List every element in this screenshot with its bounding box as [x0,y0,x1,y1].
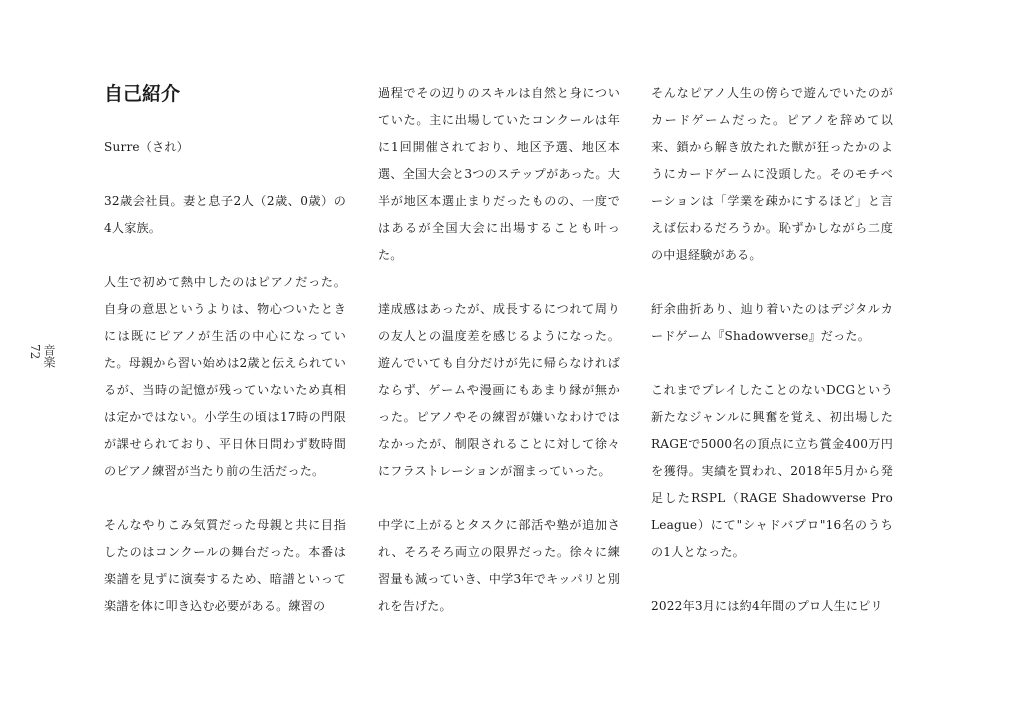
paragraph: 中学に上がるとタスクに部活や塾が追加され、そろそろ両立の限界だった。徐々に練習量も減っていき、中学3年でキッパリと別れを告げた。 [378,518,620,613]
page-title: 自己紹介 [104,83,181,105]
paragraph: 人生で初めて熱中したのはピアノだった。自身の意思というよりは、物心ついたときには既にピアノが生活の中心になっていた。母親から習い始めは2歳と伝えられているが、当時の記憶が残っていないため真相は定かではない。小学生の頃は17時の門限が課せられており、平日休日問わず数時間のピアノ練習が当たり前の生活だった。 [104,275,346,478]
paragraph: 32歳会社員。妻と息子2人（2歳、0歳）の4人家族。 [104,194,346,235]
paragraph: 過程でその辺りのスキルは自然と身についていた。主に出場していたコンクールは年に1回開催されており、地区予選、地区本選、全国大会と3つのステップがあった。大半が地区本選止まりだったものの、一度ではあるが全国大会に出場することも叶った。 [378,86,620,262]
paragraph: 達成感はあったが、成長するにつれて周りの友人との温度差を感じるようになった。遊んでいても自分だけが先に帰らなければならず、ゲームや漫画にもあまり縁が無かった。ピアノやその練習が嫌いなわけではなかったが、制限されることに対して徐々にフラストレーションが溜まっていった。 [378,302,620,478]
paragraph: 紆余曲折あり、辿り着いたのはデジタルカードゲーム『Shadowverse』だった。 [651,302,893,343]
text-column-1 [104,134,346,620]
paragraph: そんなピアノ人生の傍らで遊んでいたのがカードゲームだった。ピアノを辞めて以来、鎖から解き放たれた獣が狂ったかのようにカードゲームに没頭した。そのモチベーションは「学業を疎かにするほど」と言えば伝わるだろうか。恥ずかしながら二度の中退経験がある。 [651,86,893,262]
text-column-3 [651,80,893,620]
paragraph: これまでプレイしたことのないDCGという新たなジャンルに興奮を覚え、初出場したRAGEで5000名の頂点に立ち賞金400万円を獲得。実績を買われ、2018年5月から発足したRSPL（RAGE Shadowverse Pro League）にて"シャドバプロ"16名のうちの1人となった。 [651,383,893,559]
text-column-2 [378,80,620,620]
paragraph: そんなやりこみ気質だった母親と共に目指したのはコンクールの舞台だった。本番は楽譜を見ずに演奏するため、暗譜といって楽譜を体に叩き込む必要がある。練習の [104,518,346,613]
paragraph: Surre（され） [104,140,189,154]
paragraph: 2022年3月には約4年間のプロ人生にピリ [651,599,883,613]
section-label: 音楽 [42,344,56,368]
page-side-label [28,344,56,368]
page-number: 72 [28,344,42,360]
